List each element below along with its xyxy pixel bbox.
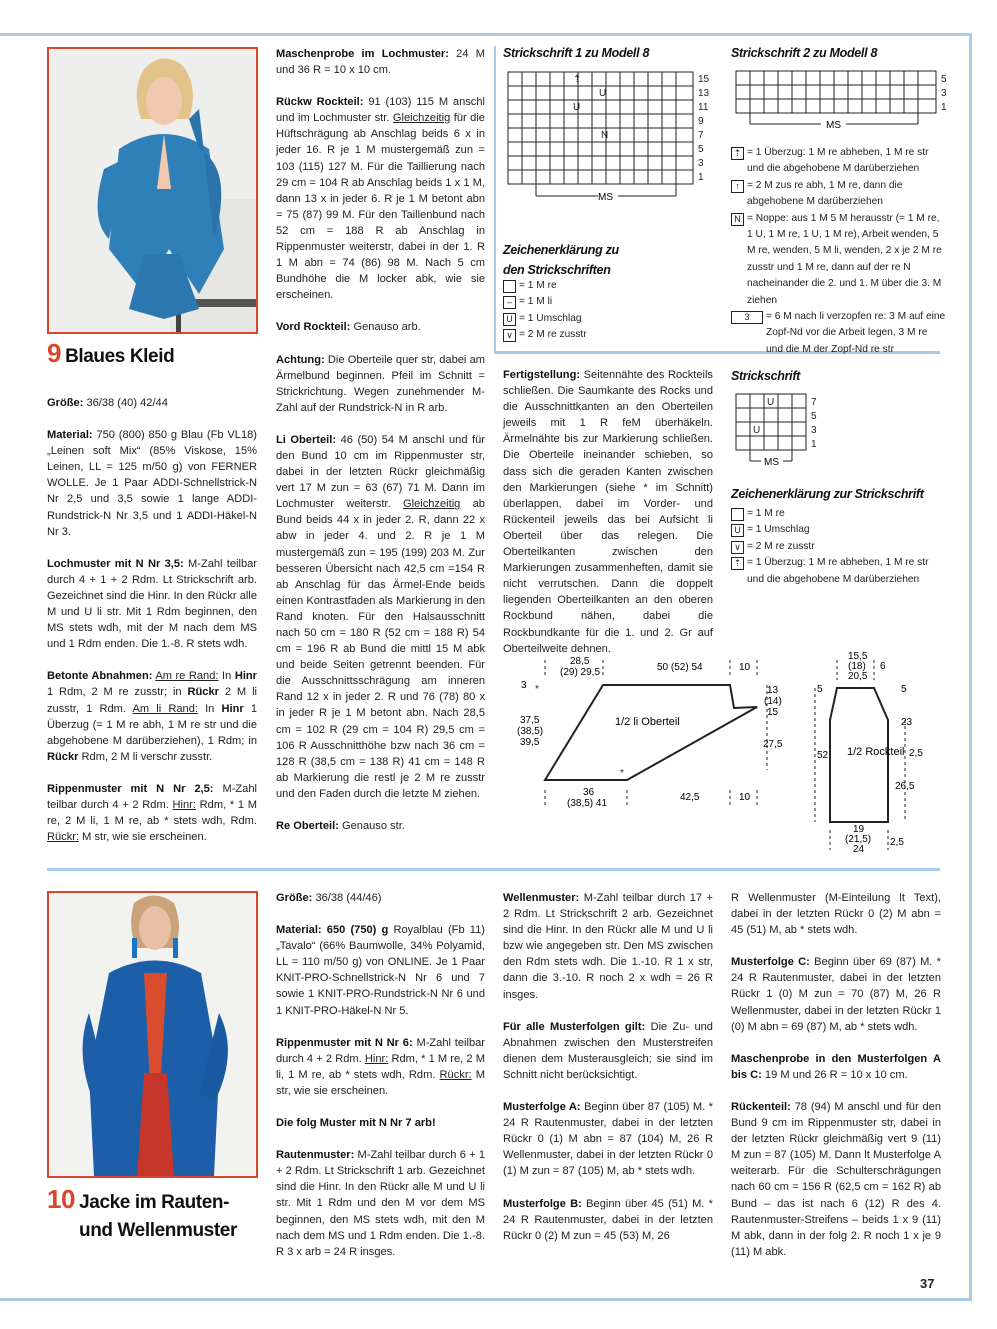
row-num: 1 bbox=[811, 439, 817, 450]
purl-symbol: – bbox=[503, 296, 516, 309]
abnahmen-text-6: Rdm, 2 M li verschr zusstr. bbox=[81, 750, 213, 763]
model-10-col-4 bbox=[731, 890, 941, 1276]
abnahmen-label: Betonte Abnahmen: bbox=[47, 670, 153, 683]
svg-text:U: U bbox=[599, 88, 607, 99]
li-oberteil-text-2: ab Bund beids 44 x in jeder 2. R, dann 22 x abw in jeder 4. und 2. R je 1 M mustergemäß zun = 195 (199) 203 M. Zur besseren Übersicht nach 42,5 cm =154 R ab Anschlag für das Ärmel-Ende beids einen Kontrastfaden als Markierung in den Rand knoten. Für den Halsausschnitt nach 50 cm = 180 R (52 cm = 188 R) 54 cm = 196 R ab Bund die mittl 15 M abk und beide Seiten getrennt beenden. Für die Ausschnittsschrägung am inneren Rand 12 x in jeder 2. R und 76 (78) 80 x in jeder R je 1 M betont abn. Nach 28,5 cm = 102 R (29 cm = 104 R) 29,5 cm = 106 R Ausschnitthöhe bzw nach 36 cm = 128 R (38,5 cm = 138 R) 41 cm = 148 R ab Markierung die restl je 2 M re zusstr und den Faden durch die letzte M ziehen. bbox=[276, 498, 485, 800]
k2tog-symbol: ∨ bbox=[503, 329, 516, 342]
svg-text:⇡: ⇡ bbox=[573, 74, 582, 85]
rippen-rueckr: Rückr: bbox=[439, 1068, 472, 1081]
material-text: 750 (800) 850 g Blau (Fb VL18) „Leinen soft Mix“ (85% Viskose, 15% Leinen, LL = 125 m/50 g) von FERNER WOLLE. Je 1 Paar ADDI-Schnellstrick-N Nr 2,5 und 3,5 sowie 1 lange ADDI-Rundstrick-N Nr 3,5 und 1 ADDI-Häkel-N Nr 3. bbox=[47, 429, 257, 538]
row-num: 3 bbox=[698, 158, 704, 169]
chart-2-title: Strickschrift 2 zu Modell 8 bbox=[731, 46, 878, 60]
folge-a-text: Beginn über 87 (105) M. * 24 R Rautenmuster, dabei in der letzten Rückr 0 (1) M abn = 87 (104) M, 26 R Wellenmuster, dabei in der letzten Rückr 0 (1) M zun = 87 (105) M, ab * stets wdh. bbox=[503, 1101, 713, 1178]
dim: 13 bbox=[767, 685, 779, 696]
row-num: 5 bbox=[698, 144, 704, 155]
size-label: Größe: bbox=[47, 397, 84, 409]
folge-a-label: Musterfolge A: bbox=[503, 1101, 581, 1114]
rippen-text-1: M-Zahl teilbar durch 4 + 2 Rdm. bbox=[47, 782, 257, 811]
dim: 10 bbox=[739, 662, 751, 673]
legend-3-item: = 2 M re zusstr bbox=[747, 540, 815, 552]
li-oberteil-text-1: 46 (50) 54 M anschl und für den Bund 10 cm im Rippenmuster str, dabei in der letzten Rückr gleichmäßig vert 17 M zun = 63 (67) 71 M. Dann im Lochmuster weiterstr. bbox=[276, 433, 485, 511]
row-num: 5 bbox=[941, 74, 947, 85]
chart-1-row-numbers bbox=[698, 74, 710, 183]
yarn-over-symbol: U bbox=[503, 313, 516, 326]
svg-text:N: N bbox=[601, 130, 609, 141]
dim: 37,5 bbox=[520, 715, 540, 726]
k2tog-symbol: ∨ bbox=[731, 541, 744, 554]
knit-symbol bbox=[731, 508, 744, 521]
frame-top-line bbox=[0, 33, 972, 36]
dim: 6 bbox=[880, 661, 886, 672]
dim: 15,5 bbox=[848, 651, 868, 662]
rippen-label: Rippenmuster mit N Nr 2,5: bbox=[47, 782, 214, 795]
re-oberteil-text: Genauso str. bbox=[341, 820, 405, 833]
alle-text: Die Zu- und Abnahmen zwischen den Musterstreifen dienen dem Musterausgleich; sie sind im Schnitt nicht berücksichtigt. bbox=[503, 1020, 713, 1081]
model-9-number: 9 bbox=[47, 338, 62, 368]
abnahmen-text-3: 2 M li zusstr, 1 Rdm. bbox=[47, 686, 257, 715]
dim: 2,5 bbox=[890, 837, 904, 848]
abnahmen-text-5: 1 Überzug (= 1 M re abh, 1 M re str und die abgehobene M darüberziehen), 1 Rdm; in bbox=[47, 702, 257, 747]
chart-3-title: Strickschrift bbox=[731, 369, 801, 383]
lochmuster-label: Lochmuster mit N Nr 3,5: bbox=[47, 557, 184, 570]
svg-text:U: U bbox=[573, 102, 581, 113]
abnahmen-text-1: In bbox=[222, 670, 232, 683]
row-num: 1 bbox=[698, 172, 704, 183]
legend-1-item: = 2 M re zusstr bbox=[519, 329, 587, 341]
chart-2-ms: MS bbox=[826, 120, 841, 131]
size-value: 36/38 (40) 42/44 bbox=[86, 397, 168, 409]
cable-symbol: 3 bbox=[731, 311, 763, 324]
row-num: 15 bbox=[698, 74, 710, 85]
maschenprobe-text: 24 M und 36 R = 10 x 10 cm. bbox=[276, 48, 485, 77]
chart-1-ms: MS bbox=[598, 192, 613, 203]
dim: 19 bbox=[853, 824, 865, 835]
legend-2 bbox=[731, 145, 946, 358]
rippen-text-3: M str, wie sie erscheinen. bbox=[276, 1068, 485, 1097]
dim: 42,5 bbox=[680, 792, 700, 803]
legend-2-item: = 6 M nach li verzopfen re: 3 M auf eine Zopf-Nd vor die Arbeit legen, 3 M re und die M der Zopf-Nd re str bbox=[766, 311, 946, 355]
abnahmen-hinr-1: Hinr bbox=[234, 670, 257, 683]
knit-symbol bbox=[503, 280, 516, 293]
page-number: 37 bbox=[920, 1276, 935, 1291]
abnahmen-rueckr-1: Rückr bbox=[187, 686, 219, 699]
rippen-text-1: M-Zahl teilbar durch 4 + 2 Rdm. bbox=[276, 1036, 485, 1065]
fertig-label: Fertigstellung: bbox=[503, 369, 581, 381]
model-10-title-line-1: Jacke im Rauten- bbox=[79, 1192, 230, 1213]
rueckw-text-1: 91 (103) 115 M anschl und im Lochmuster str. bbox=[276, 96, 485, 125]
model-10-col-3 bbox=[503, 890, 713, 1260]
rippen-hinr: Hinr: bbox=[172, 798, 196, 811]
lochmuster-text: M-Zahl teilbar durch 4 + 1 + 2 Rdm. Lt Strickschrift arb. Gezeichnet sind die Hinr. In den Rückr alle M und U li str. Mit 1 Rdm beginnen, den MS stets wdh, mit der M nach dem MS und 1 Rdm enden. Die 1.-8. R stets wdh. bbox=[47, 557, 257, 651]
dim: 23 bbox=[901, 717, 913, 728]
legend-2-item: = 2 M zus re abh, 1 M re, dann die abgehobene M darüberziehen bbox=[747, 179, 903, 208]
dim: 52 bbox=[817, 750, 829, 761]
vord-text: Genauso arb. bbox=[353, 321, 421, 334]
dim: 26,5 bbox=[895, 781, 915, 792]
achtung-text: Die Oberteile quer str, dabei am Ärmelbund beginnen. Pfeil im Schnitt = Strickrichtung. Wegen zunehmender M-Zahl auf der Rundstrick-N in R arb. bbox=[276, 353, 485, 414]
legend-3-item: = 1 Umschlag bbox=[747, 524, 810, 536]
dim: 3 bbox=[521, 680, 527, 691]
dim: (38,5) bbox=[517, 726, 544, 737]
model-10-col-2 bbox=[276, 890, 485, 1276]
size-value: 36/38 (44/46) bbox=[315, 892, 382, 904]
row-num: 3 bbox=[941, 88, 947, 99]
chart-3-ms: MS bbox=[764, 457, 779, 468]
dim: (38,5) 41 bbox=[567, 798, 608, 809]
rauten-label: Rautenmuster: bbox=[276, 1149, 355, 1162]
legend-1-item: = 1 Umschlag bbox=[519, 312, 582, 324]
abnahmen-text-4: In bbox=[205, 702, 215, 715]
model-9-col-3 bbox=[503, 367, 713, 673]
legend-2-item: = Noppe: aus 1 M 5 M herausstr (= 1 M re, 1 U, 1 M re, 1 U, 1 M re), Arbeit wenden, 5 M re, wenden, 5 M li, wenden, 2 x je 2 M re zusstr und 1 M re, dann auf der re N nacheinander die 2. und 1. M über die 3. M ziehen bbox=[747, 212, 942, 306]
section-separator bbox=[47, 868, 940, 871]
folge-b-cont: R Wellenmuster (M-Einteilung lt Text), dabei in der letzten Rückr 0 (2) M abn = 45 (51) M, ab * stets wdh. bbox=[731, 892, 941, 937]
rueckw-label: Rückw Rockteil: bbox=[276, 96, 364, 109]
li-oberteil-gleichzeitig: Gleichzeitig bbox=[402, 498, 461, 511]
folge-b-label: Musterfolge B: bbox=[503, 1197, 582, 1210]
wellen-label: Wellenmuster: bbox=[503, 892, 580, 904]
row-num: 7 bbox=[698, 130, 704, 141]
dim: 50 (52) 54 bbox=[657, 662, 703, 673]
rippen-text-2: Rdm, * 1 M re, 2 M li, 1 M re, ab * stets wdh, Rdm. bbox=[276, 1052, 485, 1081]
folge-b-text: Beginn über 45 (51) M. * 24 R Rautenmuster, dabei in der letzten Rückr 0 (2) M zun = 45 (53) M, 26 bbox=[503, 1197, 713, 1242]
row-num: 7 bbox=[811, 397, 817, 408]
chart-2-grid bbox=[731, 66, 956, 138]
dim: 15 bbox=[767, 707, 779, 718]
dim: 39,5 bbox=[520, 737, 540, 748]
legend-1-item: = 1 M li bbox=[519, 296, 553, 308]
chart-divider bbox=[494, 46, 496, 354]
wellen-text: M-Zahl teilbar durch 17 + 2 Rdm. Lt Strickschrift 2 arb. Gezeichnet sind die Hinr. In den Rückr alle M und U li bzw wie angegeben str. Den MS zwischen den Rdm stets wdh. Die 1.-10. R 1 x str, dann die 3.-10. R noch 2 x wdh = 26 R insges. bbox=[503, 892, 713, 1001]
dim: (18) bbox=[848, 661, 866, 672]
row-num: 9 bbox=[698, 116, 704, 127]
legend-3-title: Zeichenerklärung zur Strickschrift bbox=[731, 487, 924, 501]
dim: 28,5 bbox=[570, 656, 590, 667]
schnitt-diagram bbox=[505, 650, 945, 860]
dim: 20,5 bbox=[848, 671, 868, 682]
chart-3-grid bbox=[731, 389, 831, 471]
cross-marker-1: * bbox=[535, 684, 539, 695]
rippen-text-2: Rdm, * 1 M re, 2 M li, 1 M re, ab * stets wdh, Rdm. bbox=[47, 798, 257, 828]
fertig-text: Seitennähte des Rockteils schließen. Die Saumkante des Rocks und die Ausschnittkanten an den Oberteilen jeweils mit 1 R feM überhäkeln. Ärmelnähte bis zur Markierung schließen. Die Oberteile ineinander schieben, so dass sich die geraden Kanten zwischen den Markierungen (siehe * im Schnitt) überlappen, dabei im Vorder- und Rückenteil jeweils das bei Aufsicht li Oberteil über das relegen. Die Oberteilkanten zwischen den Markierungen zusammenheften, damit sie nicht verrutschen. Dann die doppelt liegenden Oberteilkanten an den oberen Rockbund nähen, dabei die Rockbundkante für die 1. und 2. Gr auf Oberteilweite dehnen. bbox=[503, 369, 713, 655]
dim: 5 bbox=[817, 684, 823, 695]
dim: (21,5) bbox=[845, 834, 872, 845]
row-num: 5 bbox=[811, 411, 817, 422]
size-label: Größe: bbox=[276, 892, 313, 904]
abnahmen-left-edge: Am li Rand: bbox=[132, 702, 198, 715]
material-label: Material: bbox=[47, 429, 93, 442]
rockteil-label: 1/2 Rockteil bbox=[847, 746, 905, 758]
rauten-text: M-Zahl teilbar durch 6 + 1 + 2 Rdm. Lt Strickschrift 1 arb. Gezeichnet sind die Hinr. In den Rückr alle M und U li str. Mit 1 Rdm und den M vor dem MS beginnen, den MS stets wdh, mit den M nach dem MS und 1 Rdm enden. Die 1.-8. R 3 x arb = 24 R insges. bbox=[276, 1149, 485, 1258]
alle-label: Für alle Musterfolgen gilt: bbox=[503, 1020, 646, 1033]
legend-1-title: Zeichenerklärung zu den Strickschriften bbox=[503, 243, 619, 277]
rippen-text-3: M str, wie sie erscheinen. bbox=[82, 831, 207, 844]
legend-3-item: = 1 Überzug: 1 M re abheben, 1 M re str und die abgehobene M darüberziehen bbox=[747, 557, 929, 585]
li-oberteil-label: Li Oberteil: bbox=[276, 433, 337, 446]
model-10-number: 10 bbox=[47, 1184, 76, 1214]
legend-2-item: = 1 Überzug: 1 M re abheben, 1 M re str und die abgehobene M darüberziehen bbox=[747, 147, 929, 175]
folge-c-text: Beginn über 69 (87) M. * 24 R Rautenmuster, dabei in der letzten Rückr 1 (0) M zun = 70 (87) M, 26 R Wellenmuster, dabei in der letzten Rückr 1 (0) M abn = 69 (87) M, ab * stets wdh. bbox=[731, 956, 941, 1033]
dim: (29) 29,5 bbox=[560, 667, 601, 678]
frame-right-line bbox=[969, 33, 972, 1301]
model-10-title bbox=[47, 1185, 237, 1245]
row-num: 1 bbox=[941, 102, 947, 113]
oberteil-shape bbox=[545, 685, 757, 780]
dim: 24 bbox=[853, 844, 865, 855]
dim: 10 bbox=[739, 792, 751, 803]
rippen-hinr: Hinr: bbox=[364, 1052, 389, 1065]
dim: 27,5 bbox=[763, 739, 783, 750]
row-num: 3 bbox=[811, 425, 817, 436]
needle-note: Die folg Muster mit N Nr 7 arb! bbox=[276, 1117, 436, 1130]
dim: 2,5 bbox=[909, 748, 923, 759]
maschenprobe-label: Maschenprobe in den Musterfolgen A bis C: bbox=[731, 1052, 941, 1081]
model-9-title bbox=[47, 338, 175, 369]
dim: (14) bbox=[764, 696, 782, 707]
oberteil-label: 1/2 li Oberteil bbox=[615, 716, 680, 728]
model-10-title-line-2: und Wellenmuster bbox=[79, 1220, 237, 1241]
rippen-rueckr: Rückr: bbox=[47, 831, 80, 844]
model-9-col-2 bbox=[276, 46, 485, 850]
abnahmen-hinr-2: Hinr bbox=[221, 702, 244, 715]
folge-c-label: Musterfolge C: bbox=[731, 956, 810, 969]
abnahmen-text-2: 1 Rdm, 2 M re zusstr; in bbox=[47, 686, 182, 699]
skp-symbol: ⇡ bbox=[731, 557, 744, 570]
rueckenteil-label: Rückenteil: bbox=[731, 1100, 791, 1113]
chart-1-grid bbox=[503, 66, 713, 211]
maschenprobe-label: Maschenprobe im Lochmuster: bbox=[276, 48, 449, 60]
bobble-symbol: N bbox=[731, 213, 744, 226]
svg-text:U: U bbox=[767, 397, 775, 408]
legend-1 bbox=[503, 278, 683, 344]
model-9-col-1 bbox=[47, 395, 257, 861]
yarn-over-symbol: U bbox=[731, 524, 744, 537]
model-10-photo bbox=[47, 891, 258, 1178]
svg-text:U: U bbox=[753, 425, 761, 436]
cross-marker-2: * bbox=[620, 768, 624, 779]
row-num: 11 bbox=[698, 102, 709, 113]
dim: 36 bbox=[583, 787, 595, 798]
rueckw-text-2: für die Hüftschrägung ab Anschlag beids 6 x in jeder 16. R je 1 M mustergemäß zun = 103 (115) 127 M. Für die Taillierung nach 29 cm = 104 R ab Anschlag beids 1 x 1 M, dann 13 x in jeder 6. R je 1 M betont abn = 75 (87) 99 M. Für den Taillenbund nach 52 cm = 188 R ab Anschlag in Rippenmuster weiterstr, dabei in der 1. R 1 M abn = 74 (86) 98 M. Nach 5 cm Bundhöhe die M locker abk, wie sie erscheinen. bbox=[276, 112, 485, 302]
legend-3 bbox=[731, 506, 946, 588]
model-9-photo bbox=[47, 47, 258, 334]
skp-symbol: ⇡ bbox=[731, 147, 744, 160]
material-text: Royalblau (Fb 11) „Tavalo“ (66% Baumwolle, 34% Polyamid, LL = 110 m/50 g) von ONLINE. Je 1 Paar KNIT-PRO-Schnellstrick-N Nr 6 und 7 sowie 1 KNIT-PRO-Rundstrick-N Nr 6 und 1 KNIT-PRO-Häkel-N Nr 5. bbox=[276, 924, 485, 1017]
rueckw-gleichzeitig: Gleichzeitig bbox=[392, 112, 451, 125]
material-label: Material: 650 (750) g bbox=[276, 924, 389, 937]
re-oberteil-label: Re Oberteil: bbox=[276, 820, 339, 833]
model-9-title-text: Blaues Kleid bbox=[65, 346, 175, 367]
dim: 5 bbox=[901, 684, 907, 695]
achtung-label: Achtung: bbox=[276, 353, 325, 366]
frame-bottom-line bbox=[0, 1298, 972, 1301]
chart-1-title: Strickschrift 1 zu Modell 8 bbox=[503, 46, 650, 60]
legend-3-item: = 1 M re bbox=[747, 508, 785, 519]
rippen-label: Rippenmuster mit N Nr 6: bbox=[276, 1036, 413, 1049]
s2kp-symbol: ↑ bbox=[731, 180, 744, 193]
abnahmen-rueckr-2: Rückr bbox=[47, 750, 79, 763]
rueckenteil-text: 78 (94) M anschl und für den Bund 9 cm im Rippenmuster str, dabei in der letzten Rückr gleichmäßig vert 9 (11) M zun = 87 (105) M. Dann lt Musterfolge A weiterarb. Für die Schulterschrägungen nach 60 cm = 156 R (62,5 cm = 162 R) ab Bund – das ist nach 6 (12) R des 4. Rautenmuster-Streifens – beids 1 x 9 (11) M abk, dann in der folg 2. R noch 1 x je 9 (11) M abk. bbox=[731, 1100, 941, 1258]
row-num: 13 bbox=[698, 88, 710, 99]
abnahmen-right-edge: Am re Rand: bbox=[155, 670, 219, 683]
maschenprobe-text: 19 M und 26 R = 10 x 10 cm. bbox=[764, 1068, 908, 1081]
vord-label: Vord Rockteil: bbox=[276, 321, 351, 334]
legend-1-item: = 1 M re bbox=[519, 280, 557, 291]
